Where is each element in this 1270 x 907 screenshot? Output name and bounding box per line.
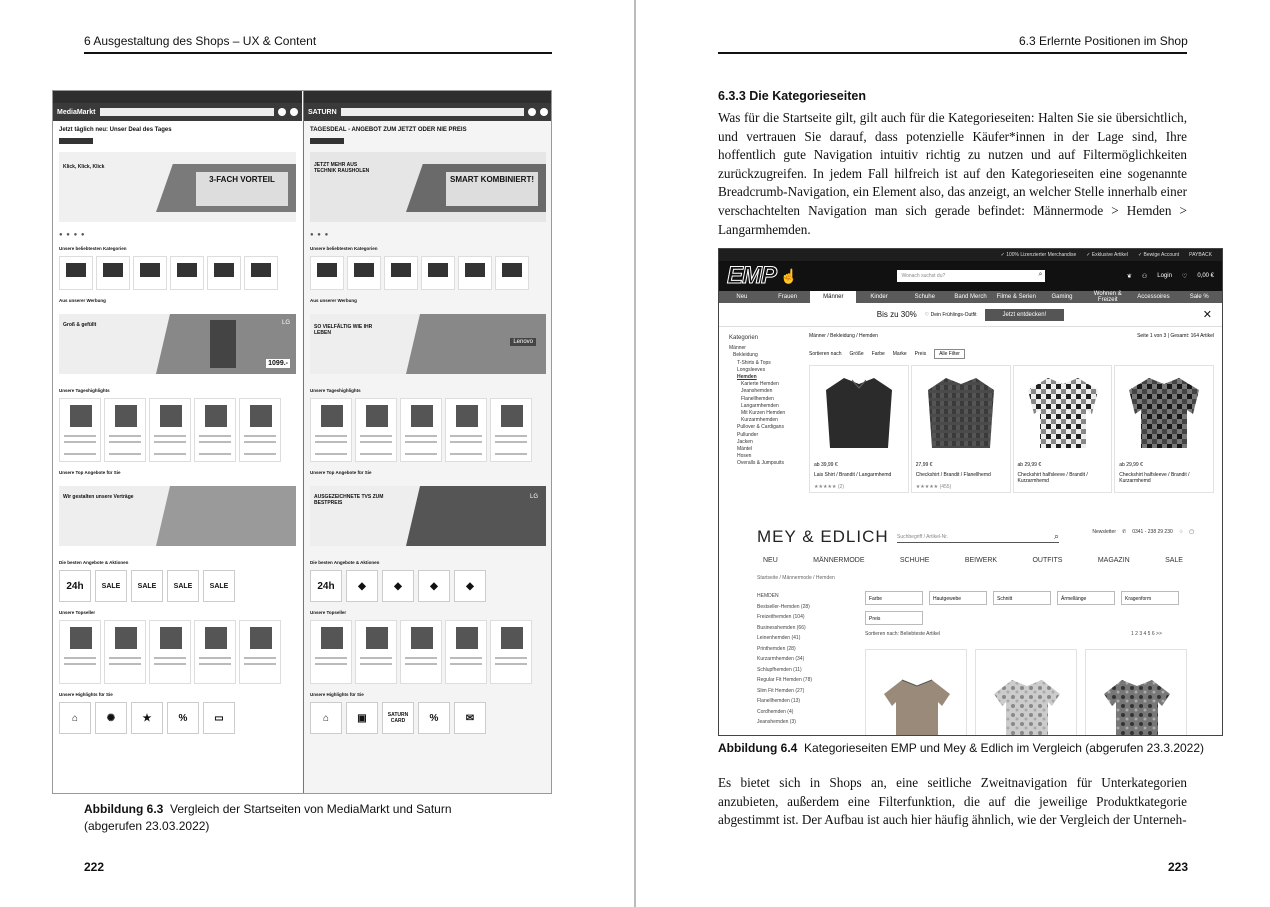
hero-banner: [59, 152, 296, 222]
filter-size[interactable]: Größe: [849, 351, 864, 357]
shirt-image: [1026, 374, 1100, 454]
product-price: ab 29,99 €: [1017, 462, 1042, 468]
promo-sub: ♡ Dein Frühlings-Outfit: [924, 311, 977, 318]
running-head: 6.3 Erlernte Positionen im Shop: [1019, 34, 1188, 48]
emp-logo: EMP: [727, 262, 777, 289]
nav-item-active[interactable]: Männer: [810, 291, 856, 303]
filter-brand[interactable]: Marke: [892, 351, 907, 357]
sidebar-item[interactable]: Longsleeves: [737, 366, 766, 373]
highlight-icons: [53, 700, 302, 736]
product-row: [304, 396, 552, 464]
sort-dropdown[interactable]: Sortieren nach: Beliebteste Artikel: [865, 631, 941, 637]
nav-item[interactable]: Filme & Serien: [996, 294, 1036, 300]
deal-button: [59, 138, 93, 144]
running-head: 6 Ausgestaltung des Shops – UX & Content: [84, 34, 317, 48]
shirt-image: [882, 676, 952, 736]
top-offer-banner: [310, 486, 546, 546]
product-card: [149, 398, 191, 462]
promo-bar: [719, 303, 1222, 327]
sidebar-item[interactable]: Flanellhemden: [741, 395, 774, 402]
shirt-image: [924, 374, 998, 454]
top-headline: Wir gestalten unsere Verträge: [63, 494, 134, 500]
category-tile: [244, 256, 278, 290]
best-offers-heading: Die besten Angebote & Aktionen: [59, 560, 129, 565]
bestseller-heading: Unsere Topseller: [59, 610, 96, 615]
sidebar-item[interactable]: Karierte Hemden: [741, 381, 779, 388]
card-icon: SATURN CARD: [382, 702, 414, 734]
filter-dropdowns: [865, 591, 1195, 625]
offer-icons: [53, 568, 302, 604]
sidebar-item[interactable]: Printhemden (28): [757, 645, 796, 652]
body-paragraph: Was für die Startseite gilt, gilt auch für die Kategorieseiten: Halten Sie sie übersichtlich, und vertrauen Sie darauf, dass potenzielle Käufer*innen in der Lage sind, Ihre hoffentlich gute Navigation intuitiv richtig zu nutzen und auf Filtermöglichkeiten zurückzugreifen. In jedem Fall hilfreich ist auf den Kategorieseiten eine sogenannte Breadcrumb-Navigation, ein Element also, das anzeigt, an welcher Stelle innerhalb einer verschachtelten Navigation man sich gerade befindet: Männermode > Hemden > Langarmhemden.: [718, 110, 1187, 237]
heart-icon: ♡: [1181, 273, 1188, 280]
badge-icon: ✺: [95, 702, 127, 734]
filter-dropdown[interactable]: Schnitt: [993, 591, 1051, 605]
category-tiles: [53, 254, 302, 292]
tv-image: [406, 486, 546, 546]
promo-text: Bis zu 30%: [876, 310, 917, 319]
mediamarkt-screenshot: [53, 91, 302, 794]
hero-headline: JETZT MEHR AUS TECHNIK RAUSHOLEN: [314, 162, 370, 174]
hero-badge: 3-FACH VORTEIL: [196, 172, 288, 206]
ad-heading: Aus unserer Werbung: [310, 298, 357, 303]
top-bar: [304, 91, 552, 103]
product-card: [149, 620, 191, 684]
shirt-image: [992, 676, 1062, 736]
hero-banner: [310, 152, 546, 222]
emp-usp-bar: [719, 249, 1222, 261]
product-card: [355, 398, 397, 462]
gift-icon: ✉: [454, 702, 486, 734]
box-icon: ▣: [346, 702, 378, 734]
product-card: [355, 620, 397, 684]
nav-item[interactable]: MÄNNERMODE: [813, 557, 865, 564]
product-card[interactable]: [1114, 365, 1214, 493]
product-name: Lais Shirt / Brandit / Langarmhemd: [814, 472, 892, 478]
usp-item: PAYBACK: [1189, 252, 1212, 258]
section-title: 6.3.3 Die Kategorieseiten: [718, 89, 866, 103]
nav-item[interactable]: BEIWERK: [964, 557, 998, 564]
nav-item[interactable]: Accessoires: [1137, 294, 1170, 300]
highlights-heading: Unsere Tageshighlights: [310, 388, 361, 393]
sidebar-item[interactable]: Overalls & Jumpsuits: [737, 460, 784, 467]
brand-logo: LG: [281, 320, 290, 326]
shirt-image: [822, 374, 896, 454]
product-card: [194, 620, 236, 684]
site-header: [53, 103, 302, 121]
category-tile: [495, 256, 529, 290]
emp-header: [719, 261, 1222, 291]
shirt-image: [1127, 374, 1201, 454]
best-offers-heading: Die besten Angebote & Aktionen: [310, 560, 380, 565]
sale-icon: SALE: [203, 570, 235, 602]
deal-title: Jetzt täglich neu: Unser Deal des Tages: [59, 127, 172, 133]
sidebar-item[interactable]: T-Shirts & Tops: [737, 359, 771, 366]
product-grid: [809, 365, 1214, 493]
category-tile: [421, 256, 455, 290]
product-name: Checkshirt halfsleeve / Brandit / Kurzarmhemd: [1119, 472, 1190, 484]
sale-icon: SALE: [131, 570, 163, 602]
highlight-icons: [304, 700, 552, 736]
usp-item: ✓ Bewige Account: [1137, 252, 1180, 258]
product-card: [400, 398, 442, 462]
sidebar-item[interactable]: Kurzarmhemden (34): [757, 656, 805, 662]
sidebar-item[interactable]: Pullover & Cardigans: [737, 424, 784, 431]
product-row: [53, 396, 302, 464]
close-icon[interactable]: ✕: [1202, 309, 1212, 321]
top-bar: [53, 91, 302, 103]
tag-icon: ◆: [418, 570, 450, 602]
usp-item: ✓ Exklusive Artikel: [1086, 252, 1128, 258]
sidebar-item[interactable]: Pullunder: [737, 431, 759, 438]
top-offers-heading: Unsere Top Angebote für Sie: [59, 470, 121, 475]
person-image: [156, 486, 296, 546]
search-bar: [341, 108, 524, 116]
startpage-comparison-screenshot: [52, 90, 552, 794]
sidebar-item[interactable]: Langarmhemden: [741, 402, 779, 409]
mey-meta: [1092, 529, 1194, 535]
filter-dropdown[interactable]: Preis: [865, 611, 923, 625]
product-card[interactable]: [975, 649, 1077, 736]
nav-item[interactable]: Band Merch: [954, 294, 987, 300]
caption-label: Abbildung 6.3: [84, 802, 164, 816]
offer-icons: [304, 568, 552, 604]
filter-dropdown[interactable]: Ärmellänge: [1057, 591, 1115, 605]
shirt-image: [1102, 676, 1172, 736]
category-tile: [170, 256, 204, 290]
fridge-image: [210, 320, 236, 368]
brand-logo: Lenovo: [510, 338, 536, 346]
filter-bar: [809, 349, 1214, 359]
mey-edlich-logo: MEY & EDLICH: [757, 527, 889, 546]
filter-dropdown[interactable]: Hautgewebe: [929, 591, 987, 605]
page-number: 222: [84, 860, 105, 874]
emp-sidebar: [729, 335, 785, 468]
tag-icon: ◆: [346, 570, 378, 602]
category-tile: [347, 256, 381, 290]
hero-badge: SMART KOMBINIERT!: [446, 172, 538, 206]
sale-icon: SALE: [167, 570, 199, 602]
product-card: [239, 398, 281, 462]
account-icon: [528, 108, 536, 116]
nav-item[interactable]: NEU: [763, 557, 778, 564]
emp-main: [809, 333, 1214, 493]
product-card[interactable]: [1013, 365, 1113, 493]
phone-number: 0341 - 238 29 230: [1132, 529, 1173, 535]
hero-headline: Klick, Klick, Klick: [63, 164, 105, 170]
result-count: Seite 1 von 3 | Gesamt: 164 Artikel: [1137, 333, 1214, 339]
search-icon: ⌕: [1053, 531, 1059, 541]
saturn-logo: SATURN: [308, 108, 337, 116]
emp-main-nav: [719, 291, 1222, 303]
mediamarkt-logo: MediaMarkt: [57, 108, 96, 116]
product-row: [53, 618, 302, 686]
ad-headline: SO VIELFÄLTIG WIE IHR LEBEN: [314, 324, 373, 336]
nav-item[interactable]: MAGAZIN: [1097, 557, 1130, 564]
sidebar-item[interactable]: Slim Fit Hemden (27): [757, 687, 805, 694]
ad-banner: [310, 314, 546, 374]
for-you-heading: Unsere Highlights für Sie: [310, 692, 364, 697]
top-offer-banner: [59, 486, 296, 546]
sidebar-item[interactable]: Leinenhemden (41): [757, 635, 801, 641]
sidebar-item[interactable]: Flanellhemden (13): [757, 698, 801, 704]
sidebar-item[interactable]: Bestseller-Hemden (28): [757, 603, 810, 610]
filter-price[interactable]: Preis: [914, 351, 927, 357]
newsletter-link[interactable]: Newsletter: [1092, 529, 1116, 535]
product-card: [310, 620, 352, 684]
sidebar-item[interactable]: Schlupfhemden (11): [757, 666, 802, 673]
usp-item: ✓ 100% Lizenzierter Merchandise: [1000, 252, 1077, 258]
deal-button: [310, 138, 344, 144]
gift-icon: ⌂: [59, 702, 91, 734]
filter-dropdown[interactable]: Kragenform: [1121, 591, 1179, 605]
nav-item[interactable]: Schuhe: [914, 294, 935, 300]
all-filters-button[interactable]: Alle Filter: [934, 349, 965, 359]
header-icons: [1127, 273, 1214, 280]
product-card: [400, 620, 442, 684]
nav-item[interactable]: Sale %: [1189, 294, 1209, 300]
sidebar-title: Kategorien: [729, 335, 759, 341]
product-price: ab 29,99 €: [1119, 462, 1143, 468]
product-card: [59, 398, 101, 462]
highlights-heading: Unsere Tageshighlights: [59, 388, 110, 393]
nav-item[interactable]: SALE: [1165, 557, 1183, 564]
search-bar: [100, 108, 274, 116]
nav-item[interactable]: Frauen: [778, 294, 798, 300]
rating-stars: ★★★★★ (2): [814, 484, 844, 490]
percent-icon: %: [418, 702, 450, 734]
category-tile: [310, 256, 344, 290]
sidebar-item[interactable]: Cordhemden (4): [757, 708, 794, 715]
ad-heading: Aus unserer Werbung: [59, 298, 106, 303]
shirt-icon: ♢: [1178, 529, 1184, 535]
account-icon: ⚇: [1141, 273, 1148, 280]
category-pages-screenshot: [718, 248, 1223, 736]
product-card[interactable]: [809, 365, 909, 493]
left-page: [0, 0, 634, 907]
top-offers-heading: Unsere Top Angebote für Sie: [310, 470, 372, 475]
for-you-heading: Unsere Highlights für Sie: [59, 692, 113, 697]
header-rule: [718, 52, 1187, 54]
nav-item[interactable]: Gaming: [1051, 294, 1073, 300]
product-name: Checkshirt halfsleeve / Brandit / Kurzarmhemd: [1017, 472, 1088, 484]
product-grid: [865, 649, 1187, 736]
mey-sidebar: [757, 591, 812, 728]
sidebar-item[interactable]: Jeanshemden (3): [757, 719, 796, 725]
product-card: [104, 620, 146, 684]
hand-icon: ☝: [780, 267, 798, 284]
product-card[interactable]: [865, 649, 967, 736]
sidebar-title: HEMDEN: [757, 593, 779, 599]
gift-icon: ⌂: [310, 702, 342, 734]
nav-item[interactable]: OUTFITS: [1032, 557, 1063, 564]
promo-button[interactable]: Jetzt entdecken!: [985, 309, 1065, 321]
brand-logo: LG: [529, 494, 538, 500]
tag-icon: ◆: [454, 570, 486, 602]
figure-caption: [718, 740, 1223, 757]
cart-icon: [290, 108, 298, 116]
sidebar-item[interactable]: Kurzarmhemden: [741, 417, 778, 424]
category-tile: [384, 256, 418, 290]
sidebar-item[interactable]: Businesshemden (66): [757, 624, 806, 631]
stars-icon: ★: [131, 702, 163, 734]
sidebar-item[interactable]: Hosen: [737, 453, 752, 460]
sort-dropdown[interactable]: Sortieren nach: [809, 351, 842, 357]
product-card: [490, 620, 532, 684]
product-card[interactable]: [911, 365, 1011, 493]
sidebar-item[interactable]: Mit Kurzen Hemden: [741, 410, 786, 417]
product-card[interactable]: [1085, 649, 1187, 736]
sidebar-item[interactable]: Regular Fit Hemden (78): [757, 677, 813, 683]
account-icon: [278, 108, 286, 116]
figure-caption: [84, 801, 484, 835]
product-card: [445, 398, 487, 462]
sidebar-item[interactable]: Bekleidung: [733, 352, 758, 359]
carousel-dots: ● ● ● ●: [59, 232, 86, 238]
product-card: [194, 398, 236, 462]
category-tile: [207, 256, 241, 290]
categories-heading: Unsere beliebtesten Kategorien: [310, 246, 378, 251]
emp-category-body: [719, 327, 1222, 527]
product-card: [445, 620, 487, 684]
breadcrumb[interactable]: Startseite / Männermode / Hemden: [757, 575, 835, 581]
filter-dropdown[interactable]: Farbe: [865, 591, 923, 605]
header-rule: [84, 52, 552, 54]
product-price: ab 39,99 €: [814, 462, 838, 468]
bestseller-heading: Unsere Topseller: [310, 610, 347, 615]
login-link[interactable]: Login: [1157, 273, 1172, 279]
category-tile: [96, 256, 130, 290]
nav-item[interactable]: Neu: [736, 294, 748, 300]
card-icon: ▭: [203, 702, 235, 734]
leaf-icon: ❦: [1126, 273, 1132, 280]
ad-headline: Groß & gefüllt: [63, 322, 97, 328]
tag-icon: ◆: [382, 570, 414, 602]
24h-icon: 24h: [310, 570, 342, 602]
sidebar-item[interactable]: Jeanshemden: [741, 388, 773, 395]
mey-edlich-screenshot: [719, 511, 1223, 736]
body-paragraph: Es bietet sich in Shops an, eine seitliche Zweitnavigation für Unterkategorien anzubieten, außerdem eine Filterfunktion, die auf die jeweilige Produktkategorie abgestimmt ist. Der Aufbau ist auch hier häufig ähnlich, wie der Vergleich der Unterneh-: [718, 775, 1187, 828]
category-tiles: [304, 254, 552, 292]
product-card: [59, 620, 101, 684]
sidebar-item[interactable]: Freizeithemden (104): [757, 614, 805, 620]
24h-icon: 24h: [59, 570, 91, 602]
carousel-dots: ● ● ●: [310, 232, 330, 238]
category-tile: [59, 256, 93, 290]
site-header: [304, 103, 552, 121]
mey-main-nav: [763, 557, 1183, 564]
product-name: Checkshirt / Brandit / Flanellhemd: [915, 472, 991, 478]
sidebar-item[interactable]: Mäntel: [737, 446, 753, 453]
search-icon: ⌕: [1038, 271, 1043, 278]
category-tile: [458, 256, 492, 290]
saturn-screenshot: [303, 91, 552, 794]
sidebar-item-active[interactable]: Hemden: [737, 374, 757, 381]
product-card: [239, 620, 281, 684]
sidebar-item[interactable]: Jacken: [737, 438, 753, 445]
nav-item[interactable]: Wohnen & Freizeit: [1093, 291, 1122, 303]
product-card: [310, 398, 352, 462]
deal-title: TAGESDEAL - ANGEBOT ZUM JETZT ODER NIE PREIS: [310, 127, 467, 133]
categories-heading: Unsere beliebtesten Kategorien: [59, 246, 127, 251]
top-headline: AUSGEZEICHNETE TVS ZUM BESTPREIS: [314, 494, 384, 506]
caption-text: Vergleich der Startseiten von MediaMarkt und Saturn (abgerufen 23.03.2022): [84, 802, 452, 833]
price-tag: 1099.-: [268, 360, 288, 367]
pagination[interactable]: 1 2 3 4 5 6 >>: [1131, 631, 1162, 637]
cart-icon: [540, 108, 548, 116]
search-input[interactable]: Wonach suchst du? ⌕: [897, 270, 1045, 282]
page-number: 223: [1168, 860, 1189, 874]
product-card: [104, 398, 146, 462]
sidebar-item[interactable]: Männer: [729, 345, 746, 352]
caption-text: Kategorieseiten EMP und Mey & Edlich im Vergleich (abgerufen 23.3.2022): [804, 741, 1205, 755]
nav-item[interactable]: Kinder: [870, 294, 888, 300]
sale-icon: SALE: [95, 570, 127, 602]
product-row: [304, 618, 552, 686]
rating-stars: ★★★★★ (455): [915, 484, 952, 490]
product-card: [490, 398, 532, 462]
filter-color[interactable]: Farbe: [871, 351, 885, 357]
product-price: 27,99 €: [915, 462, 933, 468]
phone-icon: ✆: [1121, 529, 1127, 535]
bag-icon: ▢: [1189, 529, 1194, 535]
breadcrumb[interactable]: Männer / Bekleidung / Hemden: [809, 333, 878, 339]
percent-icon: %: [167, 702, 199, 734]
search-input[interactable]: Suchbegriff / Artikel-Nr. ⌕: [897, 531, 1059, 541]
caption-label: Abbildung 6.4: [718, 741, 798, 755]
category-tile: [133, 256, 167, 290]
cart-total[interactable]: 0,00 €: [1197, 273, 1214, 279]
nav-item[interactable]: SCHUHE: [899, 557, 930, 564]
ad-banner: [59, 314, 296, 374]
